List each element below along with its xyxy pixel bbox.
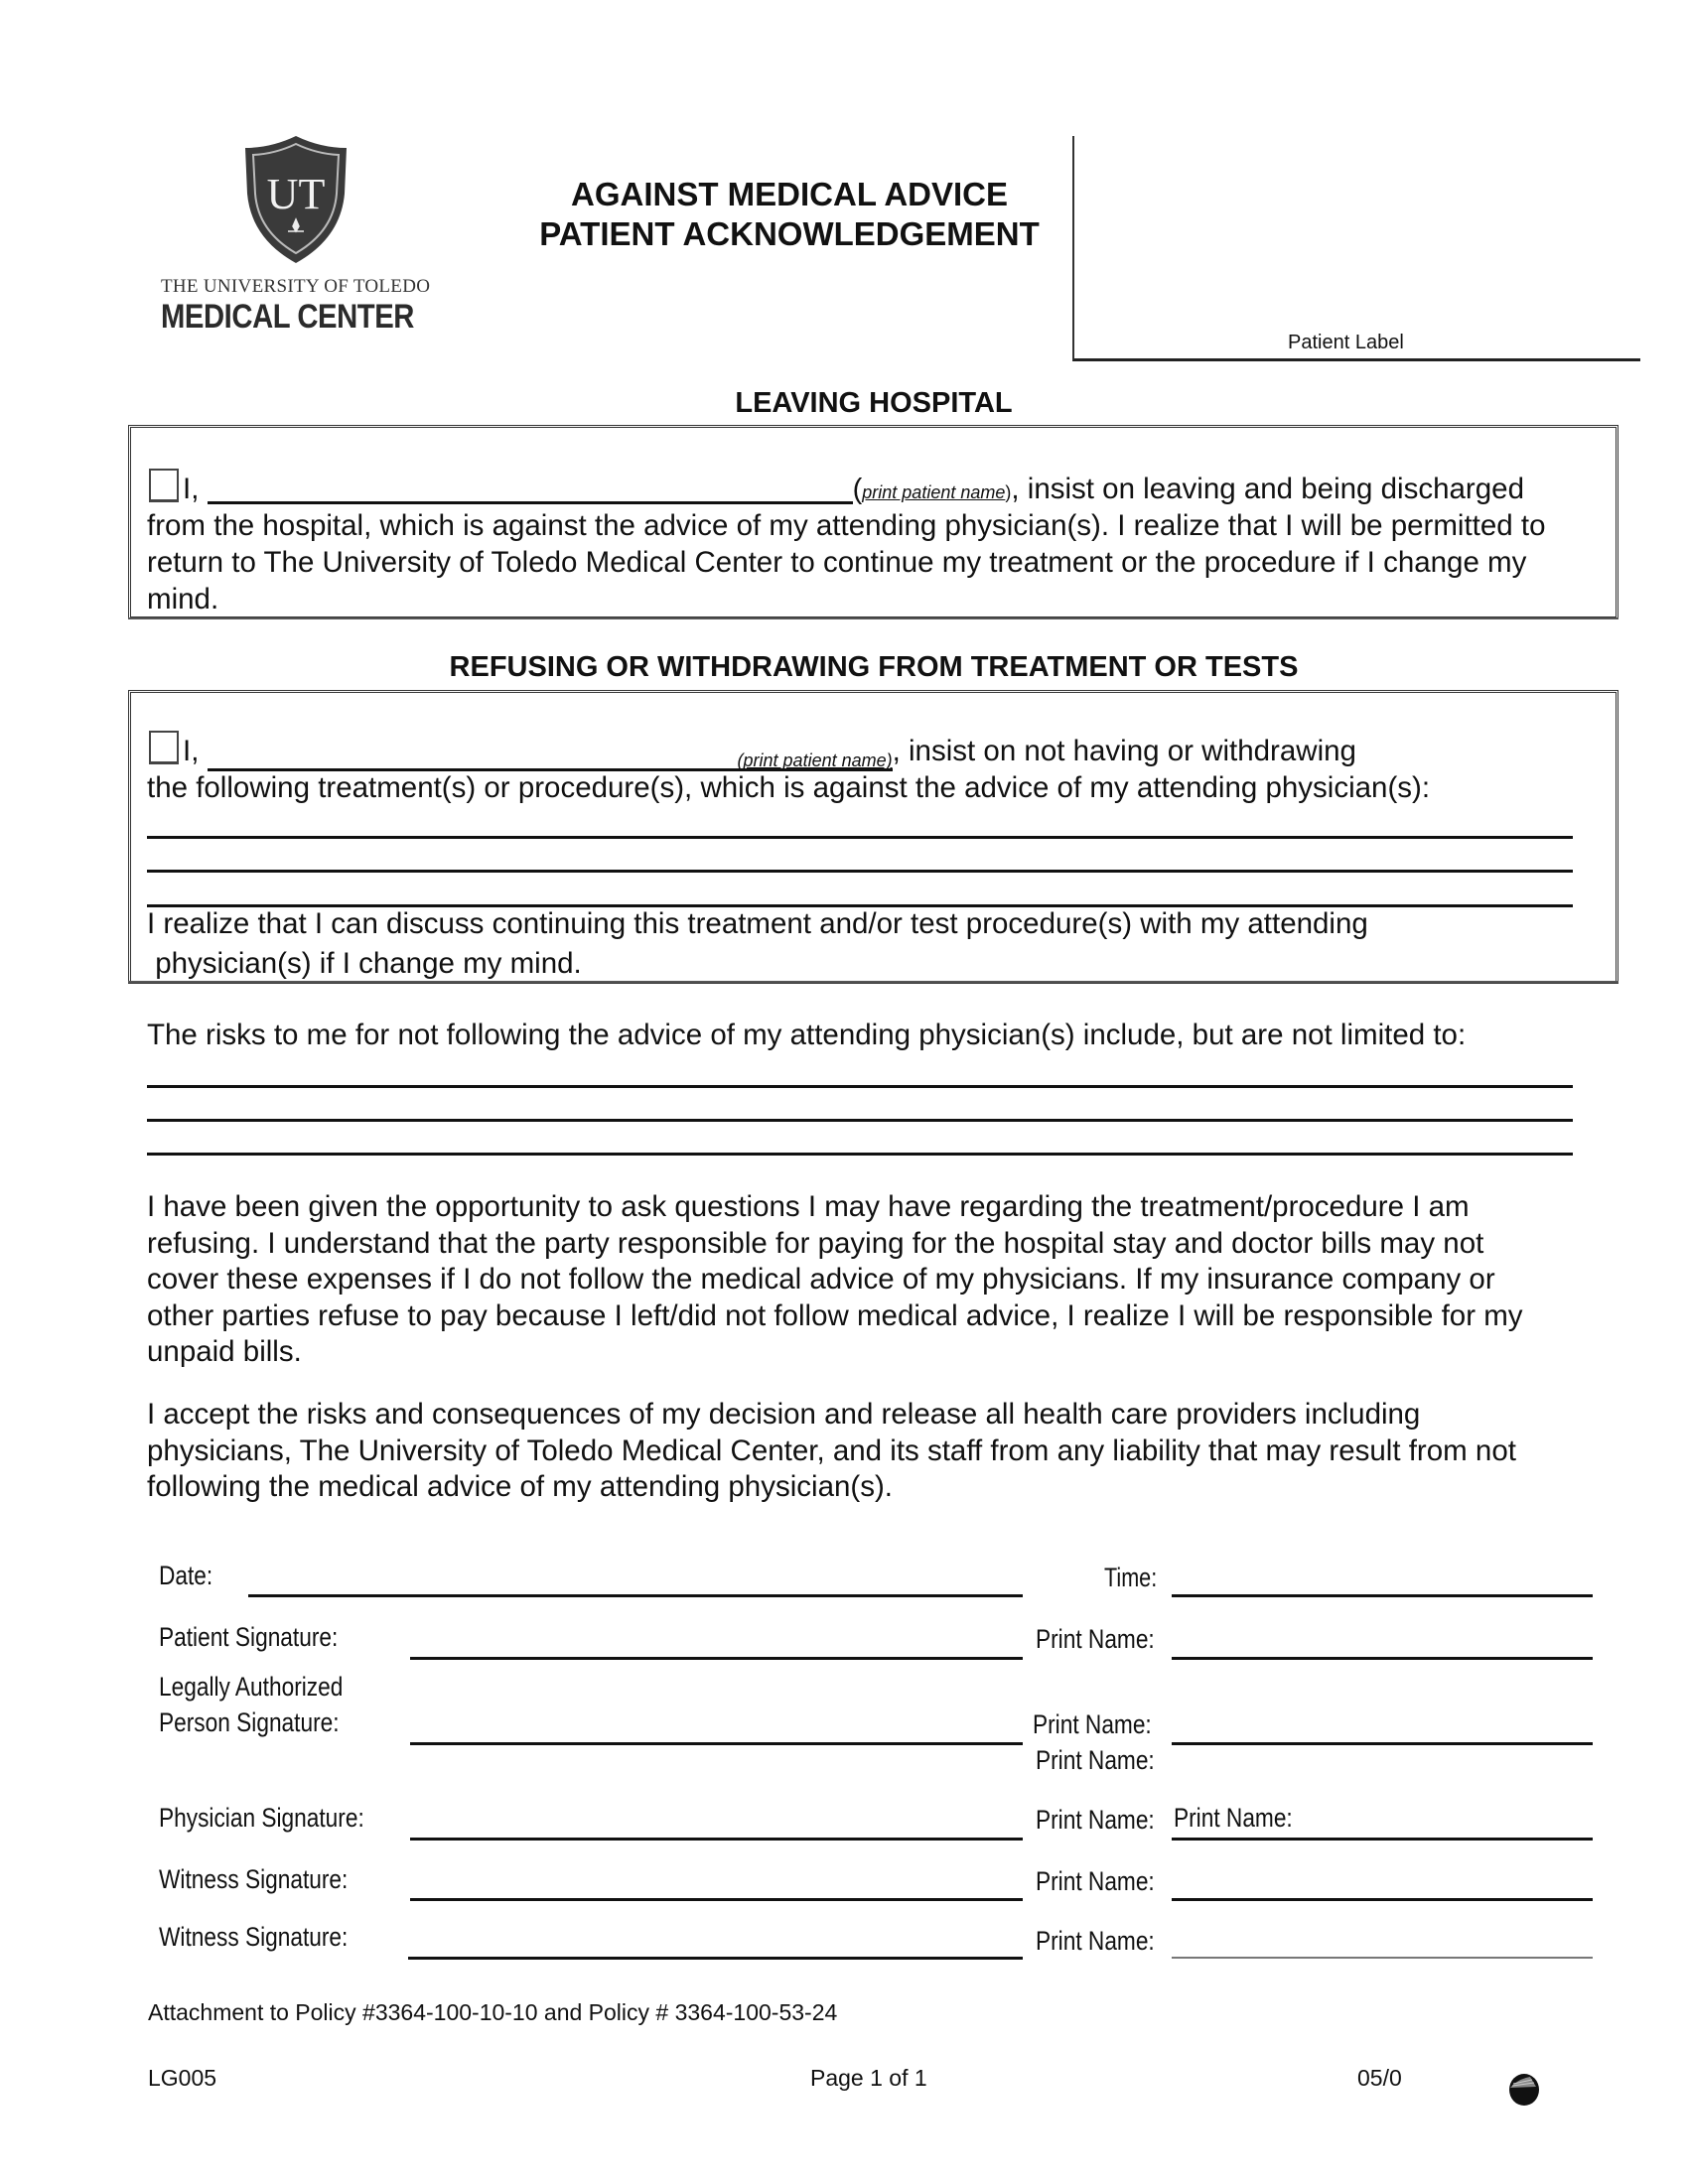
logo-medical-center: MEDICAL CENTER [161, 298, 414, 336]
shield-letters: UT [266, 170, 326, 218]
questions-line: other parties refuse to pay because I left/did not follow medical advice, I realize I will be responsible for my [147, 1298, 1523, 1332]
treatment-line-1[interactable] [147, 836, 1573, 839]
treatment-line-2[interactable] [147, 870, 1573, 873]
close-paren: ) [1005, 482, 1012, 502]
questions-line: refusing. I understand that the party responsible for paying for the hospital stay and doctor bills may not [147, 1226, 1484, 1260]
risks-line-1[interactable] [147, 1085, 1573, 1088]
refusing-heading: REFUSING OR WITHDRAWING FROM TREATMENT OR TESTS [449, 651, 1299, 683]
leaving-hospital-heading: LEAVING HOSPITAL [735, 387, 1013, 419]
physician-signature-label: Physician Signature: [159, 1803, 364, 1833]
questions-paragraph [147, 1189, 1656, 1371]
page-title-line2: PATIENT ACKNOWLEDGEMENT [539, 215, 1040, 252]
risks-line-3[interactable] [147, 1153, 1573, 1156]
leaving-after-name: , insist on leaving and being discharged [1011, 473, 1524, 505]
logo-university-name: THE UNIVERSITY OF TOLEDO [161, 276, 431, 297]
questions-line: cover these expenses if I do not follow the medical advice of my physicians. If my insurance company or [147, 1263, 1495, 1296]
extra-print-name-label: Print Name: [1036, 1745, 1155, 1775]
accept-paragraph [147, 1397, 1656, 1506]
witness1-print-name-field[interactable] [1172, 1898, 1593, 1901]
physician-print-name-label: Print Name: [1036, 1805, 1155, 1835]
legal-signature-field[interactable] [410, 1742, 1023, 1745]
leaving-patient-name-field[interactable] [208, 472, 853, 504]
physician-signature-field[interactable] [410, 1838, 1023, 1841]
leaving-statement-line2: from the hospital, which is against the advice of my attending physician(s). I realize that I will be permitted to [147, 509, 1546, 542]
leaving-statement-line1 [149, 469, 1524, 511]
legal-print-name-field[interactable] [1172, 1742, 1593, 1745]
revision-date: 05/0 [1357, 2065, 1402, 2091]
legal-signature-label-line2: Person Signature: [159, 1707, 340, 1737]
patient-label-area [1072, 136, 1640, 361]
accept-line: physicians, The University of Toledo Medical Center, and its staff from any liability that may result from not [147, 1433, 1516, 1467]
questions-line: I have been given the opportunity to ask questions I may have regarding the treatment/procedure I am [147, 1190, 1470, 1223]
accept-line: I accept the risks and consequences of my decision and release all health care providers including [147, 1398, 1421, 1431]
time-field[interactable] [1172, 1594, 1593, 1597]
refusing-after-name: , insist on not having or withdrawing [892, 735, 1356, 767]
leaving-hospital-checkbox[interactable] [149, 469, 179, 502]
open-paren: ( [852, 474, 863, 505]
risks-text: The risks to me for not following the advice of my attending physician(s) include, but are not limited to: [147, 1019, 1467, 1051]
policy-attachment-text: Attachment to Policy #3364-100-10-10 and Policy # 3364-100-53-24 [148, 1999, 838, 2025]
physician-print-name-label-2: Print Name: [1174, 1803, 1293, 1833]
refusing-note-line1: I realize that I can discuss continuing this treatment and/or test procedure(s) with my attending [147, 907, 1368, 940]
legal-signature-label-line1: Legally Authorized [159, 1672, 344, 1702]
refusing-note-line2: physician(s) if I change my mind. [147, 947, 582, 980]
patient-print-name-field[interactable] [1172, 1657, 1593, 1660]
questions-line: unpaid bills. [147, 1335, 302, 1368]
date-field[interactable] [248, 1594, 1023, 1597]
refusing-patient-name-field[interactable] [208, 739, 893, 771]
risks-line-2[interactable] [147, 1119, 1573, 1122]
witness1-print-name-label: Print Name: [1036, 1866, 1155, 1896]
refusing-statement-line2: the following treatment(s) or procedure(s), which is against the advice of my attending physician(s): [147, 771, 1431, 804]
witness2-signature-label: Witness Signature: [159, 1922, 349, 1952]
time-label: Time: [1104, 1563, 1158, 1592]
physician-print-name-field[interactable] [1172, 1838, 1593, 1841]
page-number: Page 1 of 1 [810, 2065, 927, 2091]
refusing-statement-line1 [149, 731, 1356, 771]
date-label: Date: [159, 1561, 213, 1590]
leaving-name-hint: print patient name [862, 482, 1006, 502]
refusing-name-hint: (print patient name) [737, 751, 893, 770]
globe-icon [1508, 2073, 1540, 2107]
shield-icon [241, 134, 351, 265]
witness2-print-name-field[interactable] [1172, 1957, 1593, 1959]
patient-signature-field[interactable] [410, 1657, 1023, 1660]
witness1-signature-label: Witness Signature: [159, 1864, 349, 1894]
accept-line: following the medical advice of my attending physician(s). [147, 1470, 893, 1503]
legal-print-name-label: Print Name: [1033, 1709, 1152, 1739]
witness2-signature-field[interactable] [408, 1957, 1023, 1960]
refusing-checkbox[interactable] [149, 731, 179, 764]
leaving-statement-line3: return to The University of Toledo Medical Center to continue my treatment or the procedure if I change my [147, 546, 1527, 579]
patient-label-caption: Patient Label [1288, 332, 1404, 353]
witness1-signature-field[interactable] [410, 1898, 1023, 1901]
form-code: LG005 [148, 2065, 217, 2091]
leaving-prefix: I, [183, 473, 200, 505]
witness2-print-name-label: Print Name: [1036, 1926, 1155, 1956]
refusing-prefix: I, [183, 735, 200, 767]
patient-print-name-label: Print Name: [1036, 1624, 1155, 1654]
patient-signature-label: Patient Signature: [159, 1622, 339, 1652]
leaving-statement-line4: mind. [147, 583, 219, 615]
page-title-line1: AGAINST MEDICAL ADVICE [570, 176, 1009, 212]
divider [128, 617, 1618, 619]
